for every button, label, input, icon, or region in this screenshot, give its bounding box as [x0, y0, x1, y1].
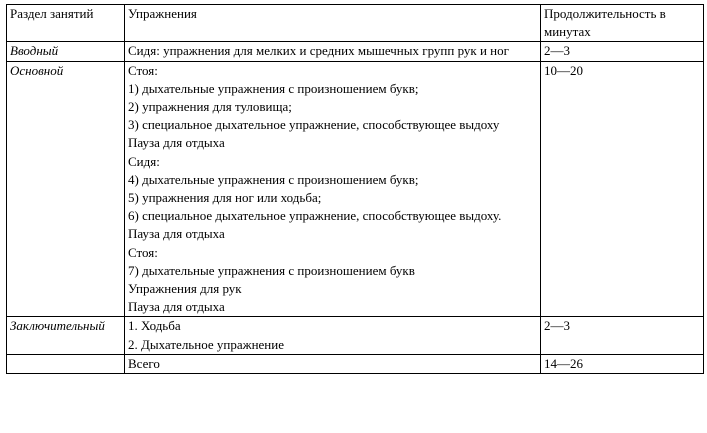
exercise-line: Упражнения для рук [128, 281, 242, 297]
exercise-line: 2) упражнения для туловища; [128, 99, 292, 115]
section-cell: Основной [7, 61, 125, 317]
exercise-line: Пауза для отдыха [128, 135, 225, 151]
total-label: Всего [125, 354, 541, 373]
exercise-line: 7) дыхательные упражнения с произношением букв [128, 262, 415, 278]
duration-cell: 2—3 [541, 317, 704, 354]
table-row [7, 317, 704, 354]
exercise-line: Сидя: [128, 153, 160, 169]
table-row [7, 42, 704, 61]
exercise-line: 3) специальное дыхательное упражнение, способствующее выдоху [128, 117, 500, 133]
header-exercises: Упражнения [125, 5, 541, 42]
exercise-table [6, 4, 704, 374]
exercise-line: Стоя: [128, 62, 158, 78]
total-row [7, 354, 704, 373]
exercise-line: 6) специальное дыхательное упражнение, способствующее выдоху. [128, 208, 502, 224]
exercises-cell [125, 317, 541, 354]
duration-cell: 2—3 [541, 42, 704, 61]
exercise-line: Сидя: упражнения для мелких и средних мышечных групп рук и ног [128, 43, 509, 59]
exercise-line: 4) дыхательные упражнения с произношением букв; [128, 171, 419, 187]
section-cell [7, 354, 125, 373]
exercise-line: Пауза для отдыха [128, 299, 225, 315]
exercises-cell [125, 42, 541, 61]
exercises-cell [125, 61, 541, 317]
exercise-line: 5) упражнения для ног или ходьба; [128, 190, 322, 206]
duration-cell: 10—20 [541, 61, 704, 317]
section-cell: Вводный [7, 42, 125, 61]
header-section: Раздел занятий [7, 5, 125, 42]
header-duration: Продолжительность в минутах [541, 5, 704, 42]
section-cell: Заключительный [7, 317, 125, 354]
exercise-line: 1. Ходьба [128, 318, 181, 334]
exercise-line: Стоя: [128, 244, 158, 260]
exercise-line: Пауза для отдыха [128, 226, 225, 242]
exercise-line: 2. Дыхательное упражнение [128, 336, 284, 352]
table-row [7, 61, 704, 317]
header-row [7, 5, 704, 42]
exercise-line: 1) дыхательные упражнения с произношением букв; [128, 80, 419, 96]
total-duration: 14—26 [541, 354, 704, 373]
